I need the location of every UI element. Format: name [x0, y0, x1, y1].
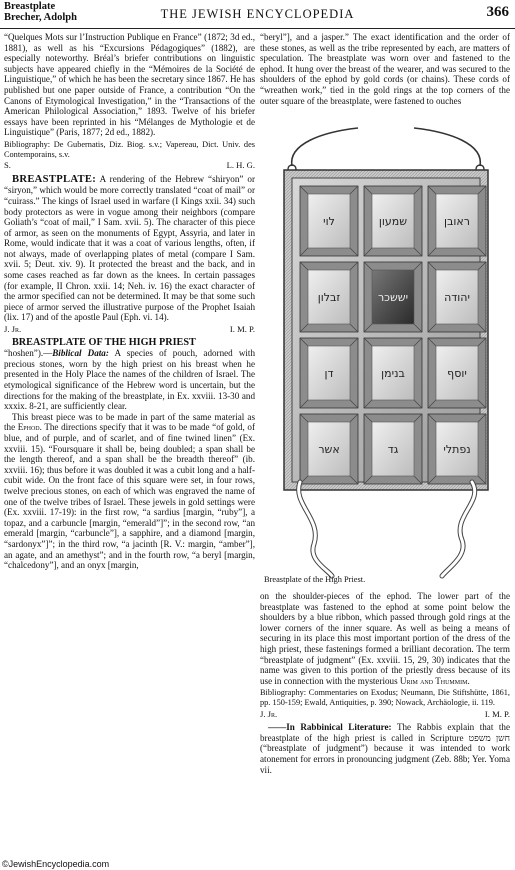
right-column-bottom [260, 591, 510, 861]
article-heading-high-priest: BREASTPLATE OF THE HIGH PRIEST [12, 336, 196, 348]
bibliography-breal: Bibliography: De Gubernatis, Diz. Biog. s.v.; Vapereau, Dict. Univ. des Contemporains, s.v. [4, 139, 255, 159]
stone-tribe-name: אשר [318, 443, 340, 456]
signature-right: I. M. P. [229, 324, 255, 335]
stone-tribe-name: יששכר [377, 291, 409, 304]
rabbinical-literature [260, 722, 510, 775]
stone-tribe-name: יהודה [444, 291, 470, 304]
hoshen-text: “hoshen”).— [4, 348, 53, 359]
breastplate-illustration [262, 124, 510, 586]
stone-0-2 [428, 186, 486, 256]
signature-left: J. Jr. [260, 708, 278, 719]
signature-breastplate [4, 324, 255, 335]
right-bottom-text [260, 591, 510, 686]
link-ephod[interactable]: Ephod [17, 422, 40, 433]
stone-tribe-name: נפתלי [443, 443, 471, 456]
right-top-text: “beryl”], and a jasper.” The exact identification and the order of these stones, as well as the tribe represented by each, are matters of speculation. The breastplate was worn over and fastened to the ephod. It hung over the breast of the wearer, and was secured to the shoulders of the ephod by gold cords (or chains). These cords of “wreathen work,” tied in the gold rings at the top corners of the outer square of the breastplate, were fastened to ouches [260, 32, 510, 106]
right-bottom-text-body: on the shoulder-pieces of the ephod. The lower part of the breastplate was fastened to the ephod at some point below the shoulders by a blue ribbon, which passed through gold rings at the lower corners of the inner square. As well as being a means of securing in its place this most important portion of the dress of the high priest, these fastenings formed a brilliant decoration. The term “breastplate of judgment” (Ex. xxviii. 15, 29, 30) indicates that the name was given to this portion of the priestly dress because of its use in connection with the mysterious [260, 591, 510, 686]
page-title: THE JEWISH ENCYCLOPEDIA [160, 7, 355, 21]
signature-high-priest [260, 709, 510, 720]
stone-3-0 [300, 414, 358, 484]
stone-2-1 [364, 338, 422, 408]
left-column [4, 32, 255, 860]
stone-2-2 [428, 338, 486, 408]
signature-right: I. M. P. [484, 708, 510, 719]
stone-tribe-name: שמעון [378, 215, 408, 228]
blue-ribbon-right [442, 482, 475, 576]
article-text-breastplate: A rendering of the Hebrew “shiryon” or “siryon,” which would be more correctly translated “coat of mail” or “cuirass.” The kings of Israel used in warfare (I Kings xxii. 34) such body protectors as were in vogue among their neighbors (compare Goliath’s “coat of mail,” I Sam. xvii. 5). The character of this piece of armor, as seen on the monuments of Egypt, Assyria, and later in Rome, would indicate that it was a coat of various lengths, often, if not always, made of overlapping plates of metal (compare I Sam. xvii. 5; Deut. xiv. 9). It protected the breast and the back, and in some cases reached as far down as the knees. In certain passages (for example, II Chron. xxii. 14; Neh. iv. 16) the exact character of the armor specified can not be determined. It may be that some such piece of armor served the illustrative purpose of the Prophet Isaiah (lix. 17) and of the apostle Paul (Eph. vi. 14). [4, 173, 255, 323]
stone-tribe-name: דן [324, 367, 334, 380]
article-high-priest-para [4, 412, 255, 571]
article-heading-breastplate: BREASTPLATE: [12, 173, 97, 185]
gold-cord-right [414, 128, 480, 166]
article-high-priest-intro [4, 348, 255, 412]
copyright-footer: ©JewishEncyclopedia.com [2, 859, 110, 869]
figure-caption: Breastplate of the High Priest. [264, 575, 366, 584]
rabbinical-text: The Rabbis explain that the breastplate of the high priest is called in Scripture חשן משפט (“breastplate of judgment”) because it was intended to work atonement for errors in pronouncing judgment (Zeb. 88b; Yer. Yoma vii. [260, 722, 510, 775]
gold-cord-left [292, 128, 358, 166]
para-text-start: This breast piece was to be made in part of the same material as the [4, 411, 255, 433]
stone-3-1 [364, 414, 422, 484]
para-text-end: . The directions specify that it was to be made “of gold, of blue, and of purple, and of scarlet, and of fine twined linen” (Ex. xxviii. 15). “Foursquare it shall be, being doubled; a span shall be the length thereof, and a span shall be the breadth thereof” (ib. xxviii. 16); thus before it was doubled it was a cubit long and a half-cubit wide. On the front face of this square were set, in four rows, twelve precious stones, on each of which was engraved the name of one of the twelve tribes of Israel. These jewels in gold settings were (Ex. xxviii. 17-19): in the first row, “a sardius [margin, “ruby”], a topaz, and a carbuncle [margin, “emerald”]”; in the second row, “an emerald [margin, “carbuncle”], a sapphire, and a diamond [margin, “sardonyx”]”; in the third row, “a jacinth [R. V.: margin, “amber”], an agate, and an amethyst”; and in the fourth row, “a beryl [margin, “chalcedony”], and an onyx [margin, [4, 422, 255, 571]
signature-right: L. H. G. [226, 160, 255, 171]
right-bottom-text-end: . [467, 675, 470, 686]
subheading-rabbinical: ——In Rabbinical Literature: [268, 722, 392, 733]
page-number: 366 [486, 4, 509, 20]
subheading-biblical-data: Biblical Data: [52, 348, 109, 359]
stone-1-1 [364, 262, 422, 332]
biblical-data-text: A species of pouch, adorned with precious stones, worn by the high priest on his breast when he presented in the Holy Place the names of the children of Israel. The etymological significance of the Hebrew word is uncertain, but the directions for the making of the breastplate, in Ex. xxviii. 13-30 and xxxix. 8-21, are sufficiently clear. [4, 348, 255, 412]
stone-3-2 [428, 414, 486, 484]
page-header [0, 0, 515, 29]
signature-left: S. [4, 160, 11, 171]
signature-breal [4, 160, 255, 171]
intro-paragraph: “Quelques Mots sur l’Instruction Publique en France” (1872; 3d ed., 1881), as well as his “Excursions Pédagogiques” (1882), are especially noteworthy. Bréal’s briefer contributions on linguistic subjects have appeared chiefly in the “Mémoires de la Société de Linguistique,” of which he has been the secretary since 1867. He has published but one paper outside of France, a contribution “On the Canons of Etymological Investigation,” in the “Transactions of the American Philological Association,” 1893. Twelve of his briefer essays have been reprinted in his “Mélanges de Mythologie et de Linguistique” (Paris, 1877; 2d ed., 1882). [4, 32, 255, 138]
stone-0-0 [300, 186, 358, 256]
link-urim-thummim[interactable]: Urim and Thummim [399, 675, 468, 686]
breastplate-figure [262, 124, 510, 586]
stone-2-0 [300, 338, 358, 408]
stone-tribe-name: לוי [323, 215, 335, 228]
right-column-top [260, 32, 510, 122]
stone-tribe-name: יוסף [447, 367, 467, 380]
stone-tribe-name: זבלון [317, 291, 341, 304]
bibliography-high-priest: Bibliography: Commentaries on Exodus; Neumann, Die Stiftshütte, 1861, pp. 150-159; Ewald, Antiquities, p. 390; Nowack, Archäologie, ii. 119. [260, 688, 510, 707]
stone-tribe-name: ראובן [444, 215, 470, 228]
running-head-line1: Breastplate [4, 1, 56, 12]
stone-0-1 [364, 186, 422, 256]
article-breastplate [4, 174, 255, 323]
stone-tribe-name: גד [387, 443, 399, 456]
stone-tribe-name: בנימן [381, 367, 405, 380]
signature-left: J. Jr. [4, 324, 22, 335]
stone-1-0 [300, 262, 358, 332]
stone-1-2 [428, 262, 486, 332]
running-head-line2: Brecher, Adolph [4, 12, 77, 23]
